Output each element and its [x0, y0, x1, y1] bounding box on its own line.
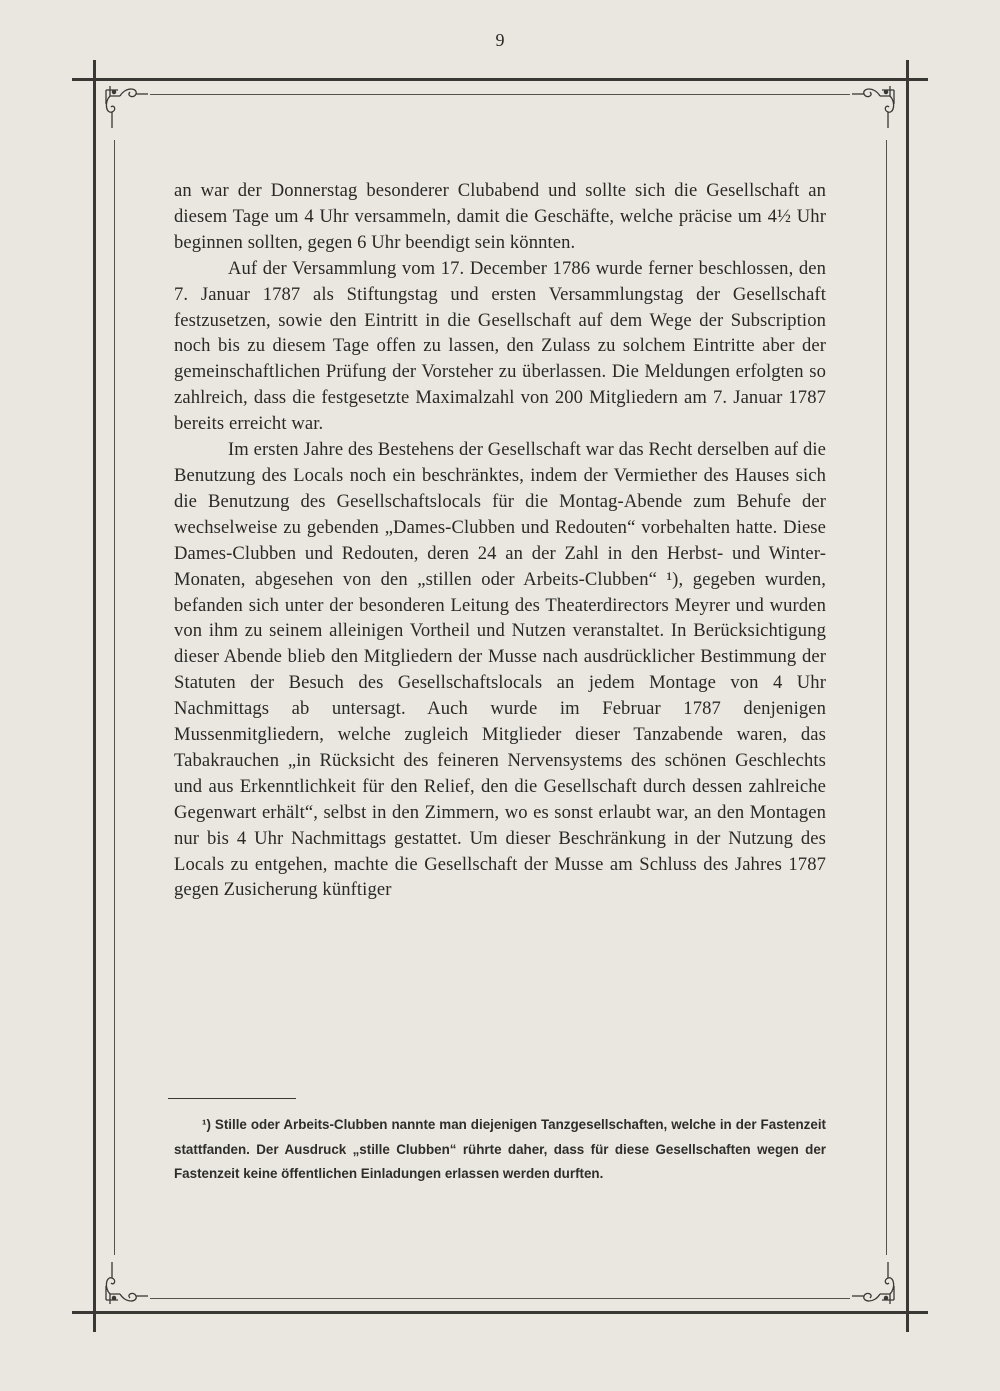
outer-rule-top: [72, 78, 928, 81]
scroll-flourish-icon: [852, 1262, 898, 1308]
inner-frame-bottom: [150, 1298, 850, 1299]
scroll-flourish-icon: [852, 82, 898, 128]
paragraph: an war der Donnerstag besonderer Clubabend und sollte sich die Gesellschaft an diesem Tage um 4 Uhr versammeln, damit die Geschäfte, welche präcise um 4½ Uhr beginnen sollten, gegen 6 Uhr beendigt sein könnten.: [174, 180, 826, 253]
main-text-block: [174, 178, 826, 903]
paragraph: Auf der Versammlung vom 17. December 1786 wurde ferner beschlossen, den 7. Januar 1787 als Stiftungstag und ersten Versammlungstag der Gesellschaft festzusetzen, sowie den Eintritt in die Gesellschaft auf dem Wege der Subscription noch bis zu diesem Tage offen zu lassen, den Zulass zu solchem Eintritte aber der gemeinschaftlichen Prüfung der Vorsteher zu überlassen. Die Meldungen erfolgten so zahlreich, dass die festgesetzte Maximalzahl von 200 Mitgliedern am 7. Januar 1787 bereits erreicht war.: [174, 257, 826, 435]
inner-frame-top: [150, 94, 850, 95]
inner-frame-left: [114, 140, 115, 1255]
outer-rule-right: [906, 60, 909, 1332]
outer-rule-bottom: [72, 1311, 928, 1314]
footnote: ¹) Stille oder Arbeits-Clubben nannte man diejenigen Tanzgesellschaften, welche in der Fastenzeit stattfanden. Der Ausdruck „stille Clubben“ rührte daher, dass für diese Gesellschaften wegen der Fastenzeit keine öffentlichen Einladungen erlassen werden durften.: [174, 1117, 826, 1181]
scroll-flourish-icon: [102, 82, 148, 128]
page-number: 9: [495, 30, 505, 50]
scroll-flourish-icon: [102, 1262, 148, 1308]
paragraph: Im ersten Jahre des Bestehens der Gesellschaft war das Recht derselben auf die Benutzung des Locals noch ein beschränktes, indem der Vermiether des Hauses sich die Benutzung des Gesellschaftslocals für die Montag-Abende zum Behufe der wechselweise zu gebenden „Dames-Clubben und Redouten“ vorbehalten hatte. Diese Dames-Clubben und Redouten, deren 24 an der Zahl in den Herbst- und Winter-Monaten, abgesehen von den „stillen oder Arbeits-Clubben“ ¹), gegeben wurden, befanden sich unter der besonderen Leitung des Theaterdirectors Meyrer und wurden von ihm zu seinem alleinigen Vortheil und Nutzen veranstaltet. In Berücksichtigung dieser Abende blieb den Mitgliedern der Musse nach ausdrücklicher Bestimmung der Statuten der Besuch des Gesellschaftslocals an jedem Montage von 4 Uhr Nachmittags ab untersagt. Auch wurde im Februar 1787 denjenigen Mussenmitgliedern, welche zugleich Mitglieder dieser Tanzabende waren, das Tabakrauchen „in Rücksicht des feineren Nervensystems des schönen Geschlechts und aus Erkenntlichkeit für den Relief, den die Gesellschaft durch dessen zahlreiche Gegenwart erhält“, selbst in den Zimmern, wo es sonst erlaubt war, an den Montagen nur bis 4 Uhr Nachmittags gestattet. Um dieser Beschränkung in der Nutzung des Locals zu entgehen, machte die Gesellschaft der Musse am Schluss des Jahres 1787 gegen Zusicherung künftiger: [174, 439, 826, 901]
outer-rule-left: [93, 60, 96, 1332]
footnote-separator: [168, 1098, 296, 1099]
inner-frame-right: [886, 140, 887, 1255]
